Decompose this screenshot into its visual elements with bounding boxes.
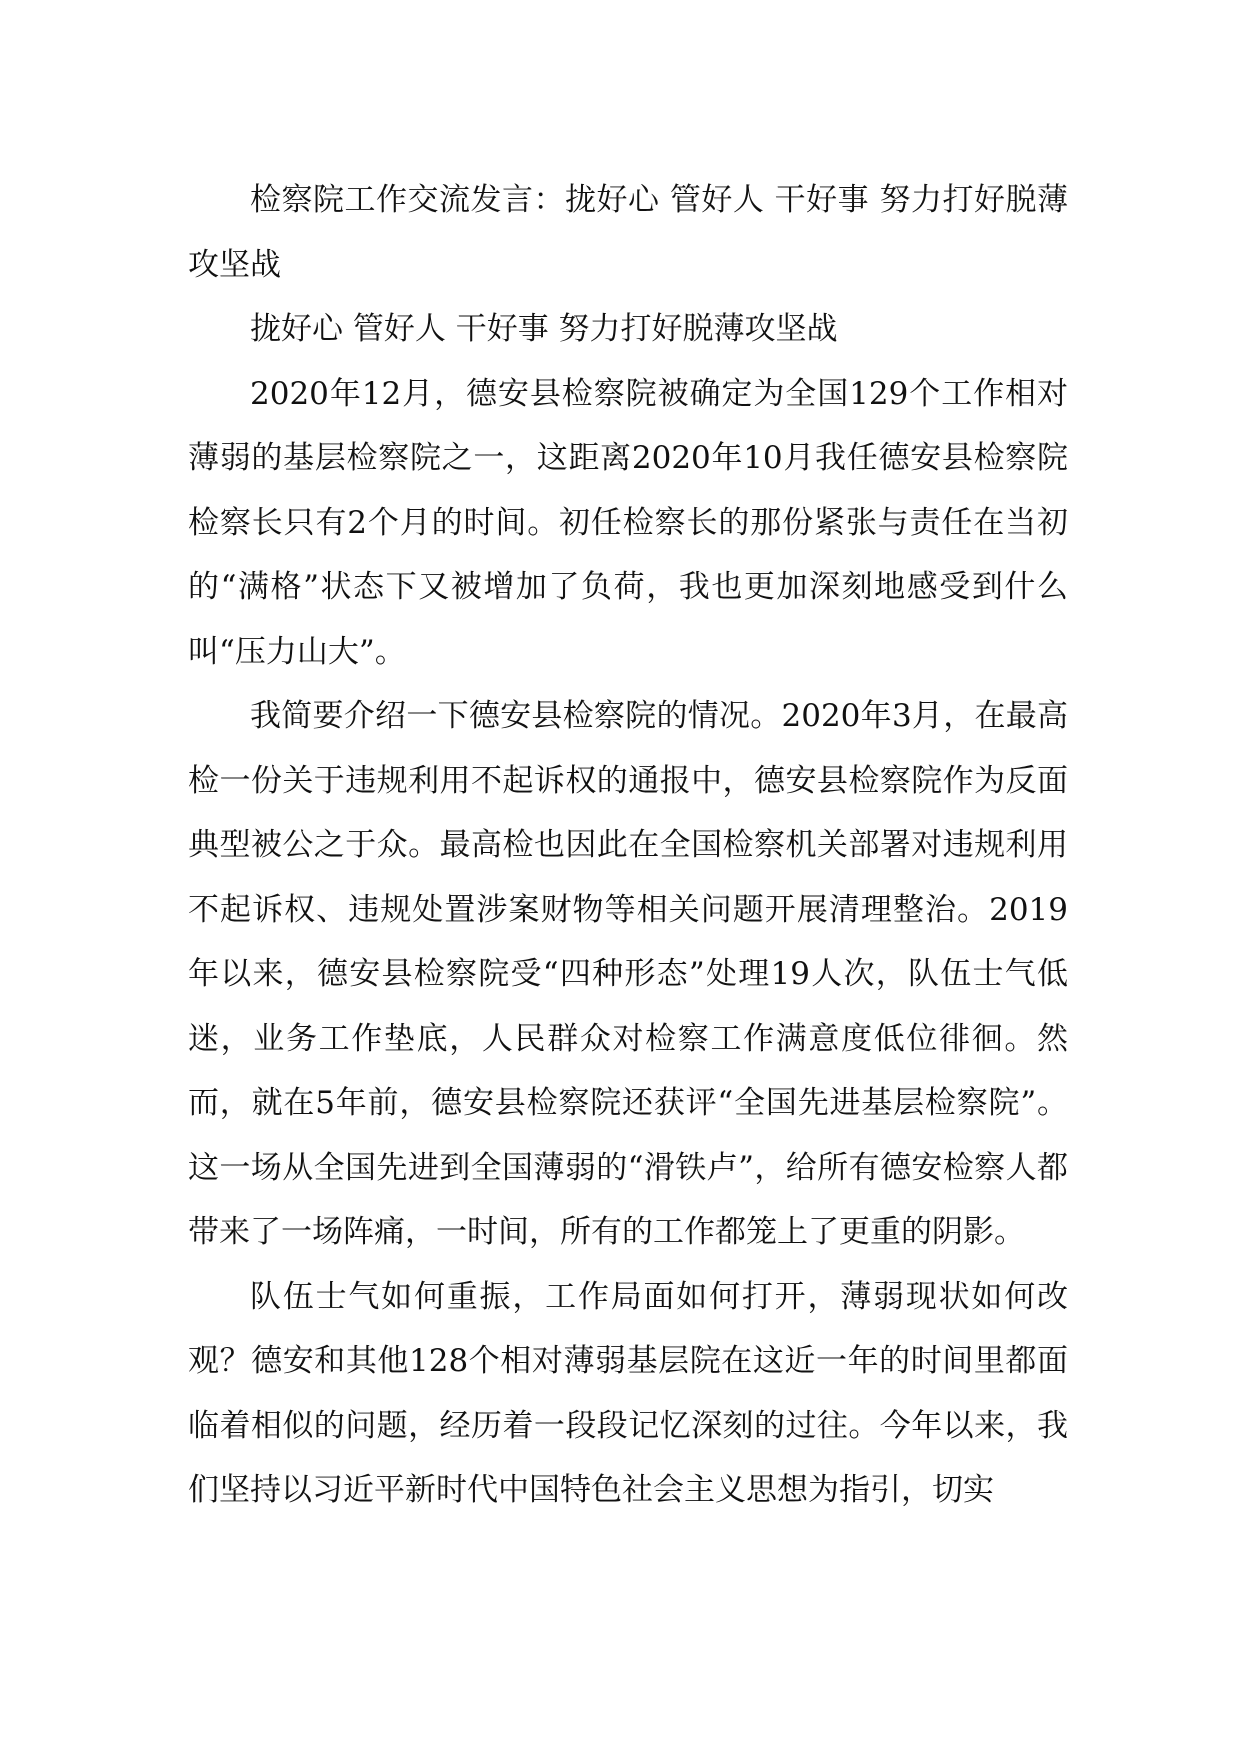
document-body xyxy=(188,168,1068,1523)
document-subtitle: 拢好心 管好人 干好事 努力打好脱薄攻坚战 xyxy=(250,311,838,347)
paragraph-2: 我简要介绍一下德安县检察院的情况。2020年3月，在最高检一份关于违规利用不起诉权的通报中，德安县检察院作为反面典型被公之于众。最高检也因此在全国检察机关部署对违规利用不起诉权、违规处置涉案财物等相关问题开展清理整治。2019年以来，德安县检察院受“四种形态”处理19人次，队伍士气低迷，业务工作垫底，人民群众对检察工作满意度低位徘徊。然而，就在5年前，德安县检察院还获评“全国先进基层检察院”。这一场从全国先进到全国薄弱的“滑铁卢”，给所有德安检察人都带来了一场阵痛，一时间，所有的工作都笼上了更重的阴影。 xyxy=(188,698,1068,1250)
document-title: 检察院工作交流发言：拢好心 管好人 干好事 努力打好脱薄攻坚战 xyxy=(188,182,1068,283)
paragraph-3: 队伍士气如何重振，工作局面如何打开，薄弱现状如何改观？德安和其他128个相对薄弱基层院在这近一年的时间里都面临着相似的问题，经历着一段段记忆深刻的过往。今年以来，我们坚持以习近平新时代中国特色社会主义思想为指引，切实 xyxy=(188,1278,1068,1508)
paragraph-1: 2020年12月，德安县检察院被确定为全国129个工作相对薄弱的基层检察院之一，这距离2020年10月我任德安县检察院检察长只有2个月的时间。初任检察长的那份紧张与责任在当初的“满格”状态下又被增加了负荷，我也更加深刻地感受到什么叫“压力山大”。 xyxy=(188,375,1068,670)
